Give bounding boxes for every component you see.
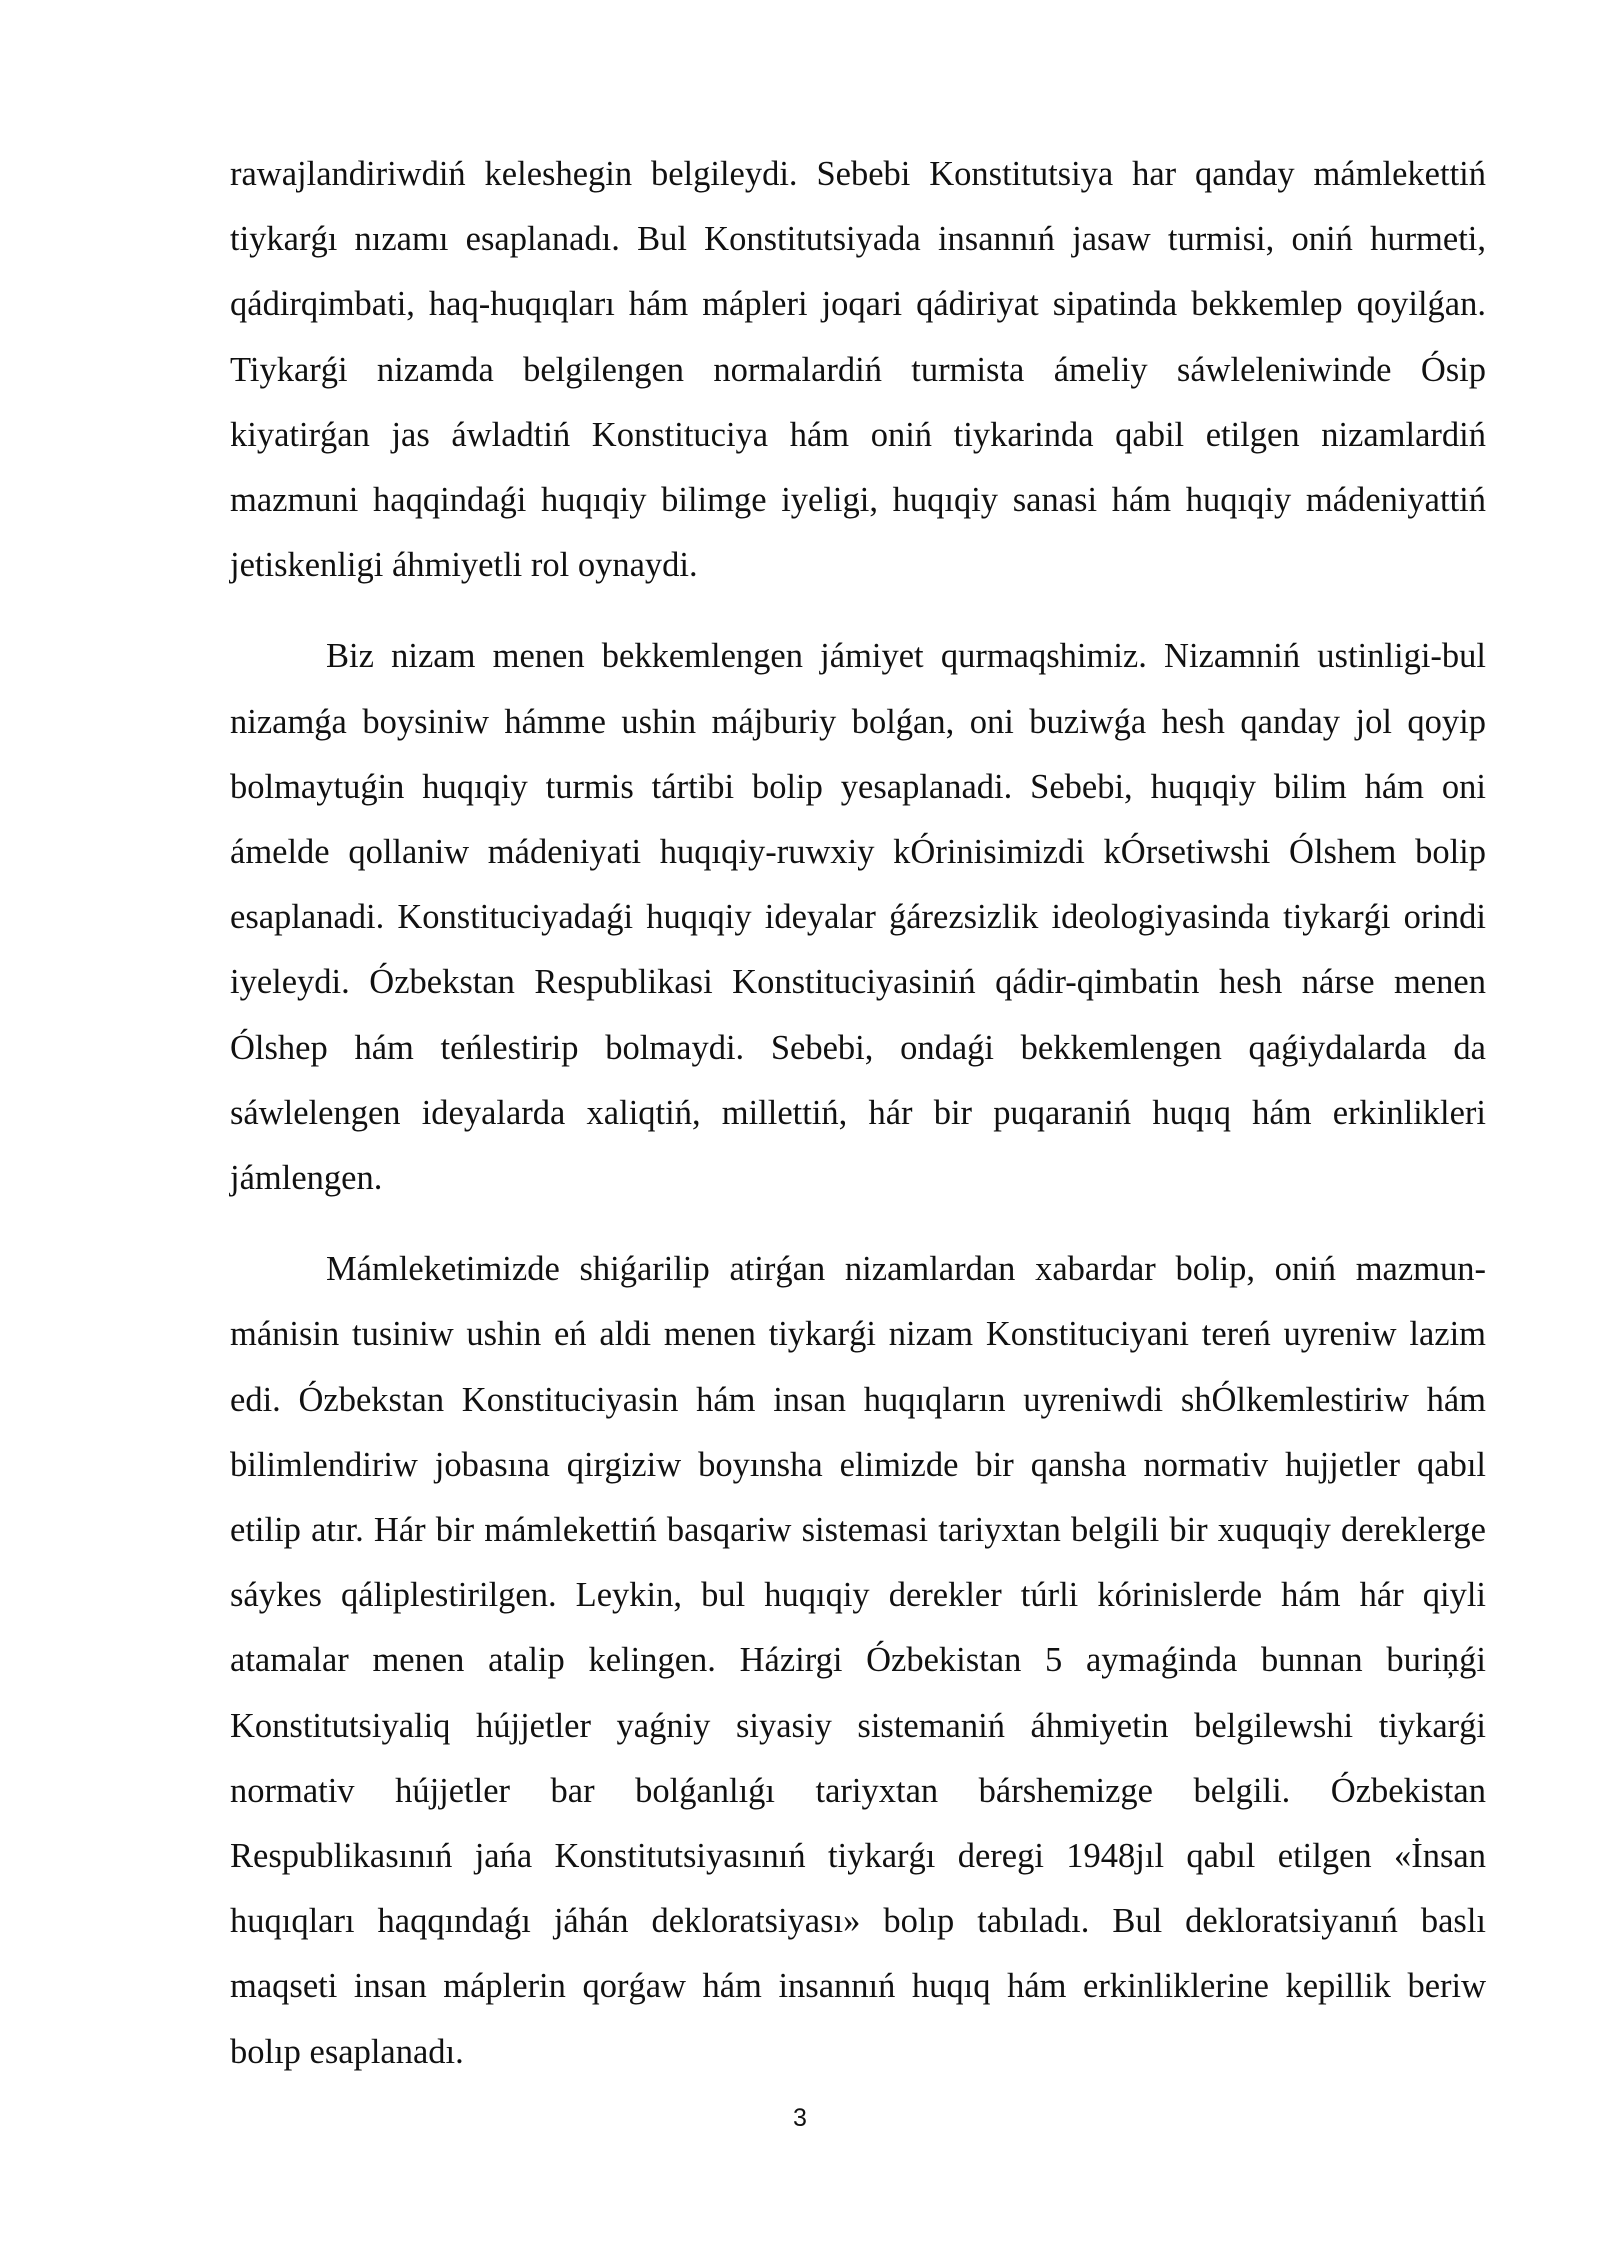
paragraph-1: rawajlandiriwdiń keleshegin belgileydi. Sebebi Konstitutsiya har qanday mámlekettiń tiykarǵı nızamı esaplanadı. Bul Konstitutsiyada insannıń jasaw turmisi, oniń hurmeti, qádirqimbati, haq-huqıqları hám mápleri joqari qádiriyat sipatinda bekkemlep qoyilǵan. Tiykarǵi nizamda belgilengen normalardiń turmista ámeliy sáwleleniwinde Ósip kiyatirǵan jas áwladtiń Konstituciya hám oniń tiykarinda qabil etilgen nizamlardiń mazmuni haqqindaǵi huqıqiy bilimge iyeligi, huqıqiy sanasi hám huqıqiy mádeniyattiń jetiskenligi áhmiyetli rol oynaydi. xyxy=(230,155,1486,585)
page-number: 3 xyxy=(793,2104,807,2132)
paragraph-3: Mámleketimizde shiǵarilip atirǵan nizamlardan xabardar bolip, oniń mazmun-mánisin tusiniw ushin eń aldi menen tiykarǵi nizam Konstituciyani tereń uyreniw lazim edi. Ózbekstan Konstituciyasin hám insan huqıqların uyreniwdi shÓlkemlestiriw hám bilimlendiriw jobasına qirgiziw boyınsha elimizde bir qansha normativ hujjetler qabıl etilip atır. Hár bir mámlekettiń basqariw sistemasi tariyxtan belgili bir xuquqiy dereklerge sáykes qáliplestirilgen. Leykin, bul huqıqiy derekler túrli kórinislerde hám hár qiyli atamalar menen atalip kelingen. Házirgi Ózbekistan 5 aymaǵinda bunnan buriņǵi Konstitutsiyaliq hújjetler yaǵniy siyasiy sistemaniń áhmiyetin belgilewshi tiykarǵi normativ hújjetler bar bolǵanlıǵı tariyxtan bárshemizge belgili. Ózbekistan Respublikasınıń jańa Konstitutsiyasınıń tiykarǵı deregi 1948jıl qabıl etilgen «İnsan huqıqları haqqındaǵı jáhán dekloratsiyası» bolıp tabıladı. Bul dekloratsiyanıń baslı maqseti insan máplerin qorǵaw hám insannıń huqıq hám erkinliklerine kepillik beriw bolıp esaplanadı. xyxy=(230,1250,1486,2071)
paragraph-2: Biz nizam menen bekkemlengen jámiyet qurmaqshimiz. Nizamniń ustinligi-bul nizamǵa boysiniw hámme ushin májburiy bolǵan, oni buziwǵa hesh qanday jol qoyip bolmaytuǵin huqıqiy turmis tártibi bolip yesaplanadi. Sebebi, huqıqiy bilim hám oni ámelde qollaniw mádeniyati huqıqiy-ruwxiy kÓrinisimizdi kÓrsetiwshi Ólshem bolip esaplanadi. Konstituciyadaǵi huqıqiy ideyalar ǵárezsizlik ideologiyasinda tiykarǵi orindi iyeleydi. Ózbekstan Respublikasi Konstituciyasiniń qádir-qimbatin hesh nárse menen Ólshep hám teńlestirip bolmaydi. Sebebi, ondaǵi bekkemlengen qaǵiydalarda da sáwlelengen ideyalarda xaliqtiń, millettiń, hár bir puqaraniń huqıq hám erkinlikleri jámlengen. xyxy=(230,637,1486,1198)
document-body xyxy=(230,142,1486,2111)
